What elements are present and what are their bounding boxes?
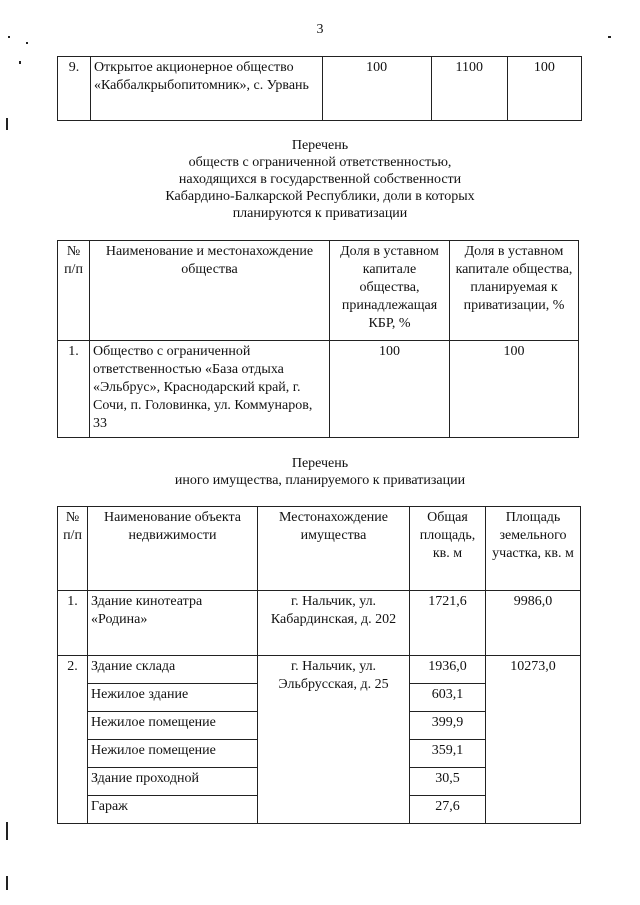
object-name: Здание кинотеатра «Родина» xyxy=(88,591,258,656)
scan-speck xyxy=(19,61,21,64)
area-cell: 399,9 xyxy=(410,712,486,740)
scan-speck xyxy=(6,822,8,840)
table-llc xyxy=(57,240,579,438)
object-name: Гараж xyxy=(88,796,258,824)
value-cell: 100 xyxy=(450,341,579,438)
location-cell: г. Нальчик, ул. Эльбрусская, д. 25 xyxy=(258,656,410,824)
area-cell: 27,6 xyxy=(410,796,486,824)
table-header-row xyxy=(58,507,581,591)
object-name: Здание склада xyxy=(88,656,258,684)
scan-speck xyxy=(26,42,28,44)
header-cell: Наименование объекта недвижимости xyxy=(88,507,258,591)
value-cell: 100 xyxy=(330,341,450,438)
row-number: 2. xyxy=(58,656,88,824)
header-cell: Наименование и местонахождение общества xyxy=(90,241,330,341)
header-cell: Местонахождение имущества xyxy=(258,507,410,591)
table-header-row xyxy=(58,241,579,341)
header-cell: № п/п xyxy=(58,241,90,341)
section-heading-property xyxy=(0,455,640,489)
heading-line: планируются к приватизации xyxy=(232,206,408,221)
table-row xyxy=(58,57,582,121)
company-name: Открытое акционерное общество «Каббалкрыбопитомник», с. Урвань xyxy=(90,57,322,121)
table-row xyxy=(58,341,579,438)
row-number: 9. xyxy=(58,57,91,121)
area-cell: 1721,6 xyxy=(410,591,486,656)
land-area-cell: 10273,0 xyxy=(486,656,581,824)
heading-line: иного имущества, планируемого к приватизации xyxy=(174,473,466,488)
header-cell: Общая площадь, кв. м xyxy=(410,507,486,591)
heading-line: Кабардино-Балкарской Республики, доли в которых xyxy=(165,189,475,204)
scan-speck xyxy=(6,876,8,890)
object-name: Нежилое помещение xyxy=(88,712,258,740)
object-name: Нежилое помещение xyxy=(88,740,258,768)
area-cell: 359,1 xyxy=(410,740,486,768)
scan-speck xyxy=(6,118,8,130)
location-cell: г. Нальчик, ул. Кабардинская, д. 202 xyxy=(258,591,410,656)
table-row xyxy=(58,591,581,656)
value-cell: 1100 xyxy=(431,57,507,121)
company-name: Общество с ограниченной ответственностью «База отдыха «Эльбрус», Краснодарский край, г. Сочи, п. Головинка, ул. Коммунаров, 33 xyxy=(90,341,330,438)
scan-speck xyxy=(8,36,10,38)
section-heading-llc xyxy=(0,137,640,222)
header-cell: Доля в уставном капитале общества, принадлежащая КБР, % xyxy=(330,241,450,341)
row-number: 1. xyxy=(58,591,88,656)
header-cell: Площадь земельного участка, кв. м xyxy=(486,507,581,591)
heading-line: Перечень xyxy=(291,456,349,471)
row-number: 1. xyxy=(58,341,90,438)
value-cell: 100 xyxy=(322,57,431,121)
heading-line: Перечень xyxy=(291,138,349,153)
header-cell: № п/п xyxy=(58,507,88,591)
object-name: Здание проходной xyxy=(88,768,258,796)
table-row xyxy=(58,656,581,684)
scan-speck xyxy=(608,36,611,38)
heading-line: находящихся в государственной собственности xyxy=(178,172,462,187)
table-property xyxy=(57,506,581,824)
area-cell: 30,5 xyxy=(410,768,486,796)
object-name: Нежилое здание xyxy=(88,684,258,712)
heading-line: обществ с ограниченной ответственностью, xyxy=(188,155,452,170)
header-cell: Доля в уставном капитале общества, планируемая к приватизации, % xyxy=(450,241,579,341)
page-number: 3 xyxy=(316,22,324,37)
value-cell: 100 xyxy=(507,57,581,121)
land-area-cell: 9986,0 xyxy=(486,591,581,656)
area-cell: 1936,0 xyxy=(410,656,486,684)
table-joint-stock xyxy=(57,56,582,121)
area-cell: 603,1 xyxy=(410,684,486,712)
